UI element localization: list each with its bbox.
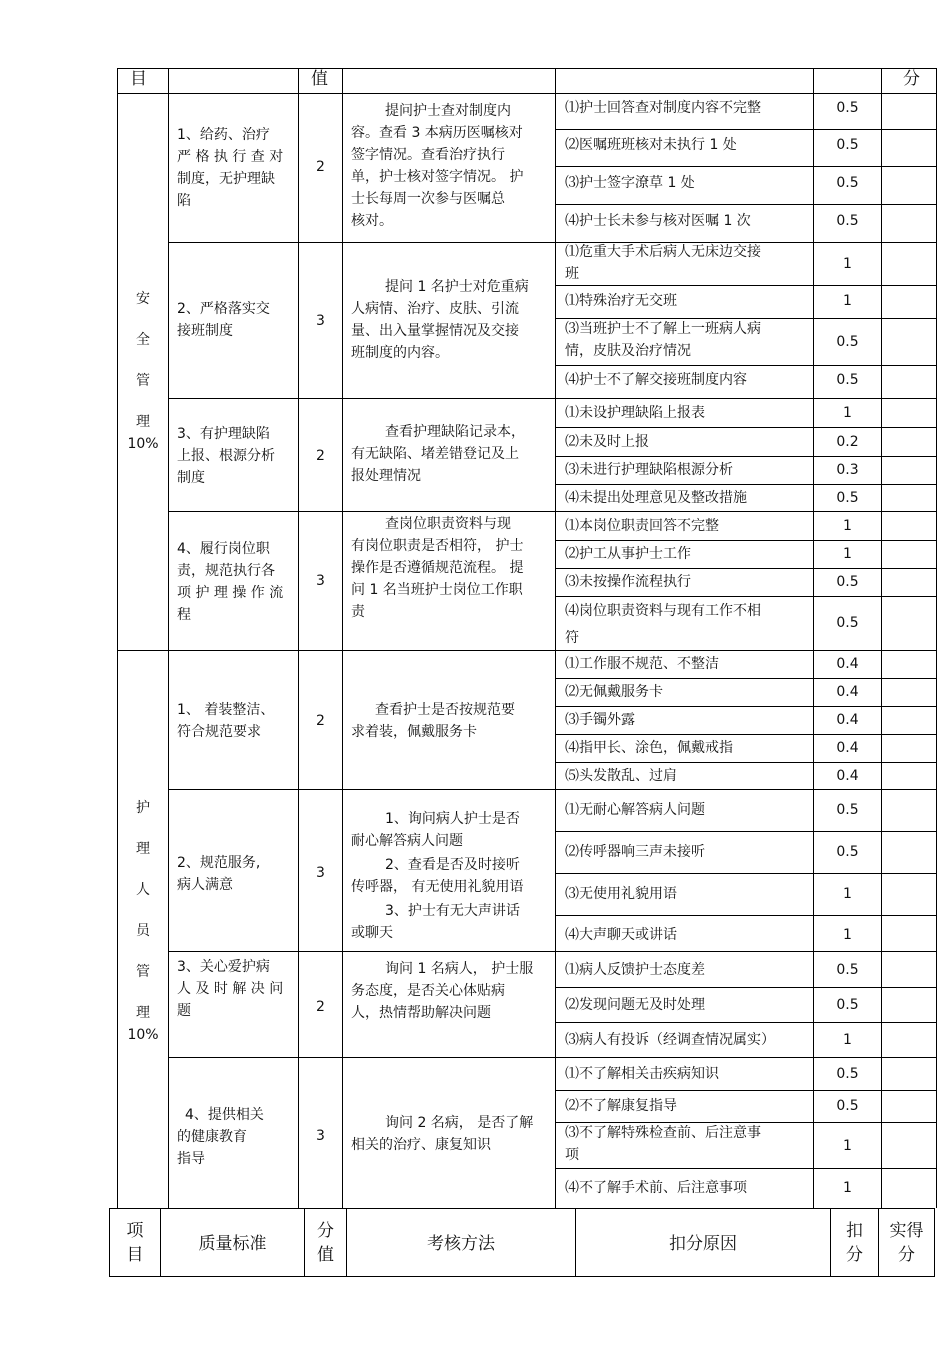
- deduction-value: 0.4: [836, 740, 859, 756]
- deduction-reason: ⑴本岗位职责回答不完整: [565, 518, 719, 534]
- sub-row-line: [555, 456, 937, 457]
- header-deduct: 扣 分: [846, 1221, 863, 1265]
- assessment-method: 询问 1 名病人， 护士服 务态度，是否关心体贴病 人，热情帮助解决问题: [351, 961, 534, 1021]
- deduction-value: 0.5: [836, 574, 859, 590]
- sub-row-line: [555, 129, 937, 130]
- deduction-value: 0.5: [836, 372, 859, 388]
- score-value: 2: [316, 713, 325, 729]
- quality-standard: 2、严格落实交 接班制度: [177, 301, 270, 339]
- deduction-reason: ⑵发现问题无及时处理: [565, 997, 705, 1013]
- sub-row-line: [555, 1168, 937, 1169]
- header-reason: 扣分原因: [669, 1234, 737, 1254]
- deduction-reason: ⑶不了解特殊检查前、后注意事 项: [565, 1125, 761, 1163]
- assessment-method: 1、询问病人护士是否 耐心解答病人问题 2、查看是否及时接听 传呼器， 有无使用礼貌用语 3、护士有无大声讲话 或聊天: [351, 811, 524, 941]
- deduction-value: 0.5: [836, 962, 859, 978]
- deduction-value: 0.4: [836, 768, 859, 784]
- sub-row-line: [555, 540, 937, 541]
- deduction-reason: ⑵不了解康复指导: [565, 1098, 677, 1114]
- item-line: [168, 789, 937, 790]
- deduction-reason: ⑷岗位职责资料与现有工作不相 符: [565, 603, 761, 646]
- deduction-value: 0.5: [836, 490, 859, 506]
- assessment-method: 查看护理缺陷记录本， 有无缺陷、堵差错登记及上 报处理情况: [351, 424, 525, 484]
- deduction-value: 1: [843, 518, 852, 534]
- quality-standard: 4、提供相关 的健康教育 指导: [177, 1107, 264, 1167]
- assessment-method: 提问护士查对制度内 容。查看 3 本病历医嘱核对 签字情况。查看治疗执行 单，护士核对签字情况。 护 士长每周一次参与医嘱总 核对。: [351, 103, 524, 229]
- deduction-value: 1: [843, 886, 852, 902]
- quality-standard: 1、 着装整洁、 符合规范要求: [177, 702, 275, 740]
- sub-row-line: [555, 365, 937, 366]
- sub-row-line: [555, 915, 937, 916]
- deduction-value: 0.5: [836, 615, 859, 631]
- deduction-value: 0.2: [836, 434, 859, 450]
- header-bottom-line: [109, 1276, 935, 1277]
- deduction-reason: ⑵医嘱班班核对未执行 1 处: [565, 137, 737, 153]
- deduction-value: 0.5: [836, 175, 859, 191]
- deduction-reason: ⑶手镯外露: [565, 712, 635, 728]
- deduction-value: 0.5: [836, 802, 859, 818]
- score-value: 2: [316, 999, 325, 1015]
- section-line: [117, 650, 937, 651]
- deduction-value: 1: [843, 1138, 852, 1154]
- deduction-value: 0.5: [836, 100, 859, 116]
- deduction-reason: ⑷护士长未参与核对医嘱 1 次: [565, 213, 751, 229]
- deduction-reason: ⑸头发散乱、过肩: [565, 768, 677, 784]
- col-line: [298, 68, 299, 1208]
- assessment-method: 提问 1 名护士对危重病 人病情、治疗、皮肤、引流 量、出入量掌握情况及交接 班制度的内容。: [351, 279, 529, 361]
- deduction-reason: ⑴护士回答查对制度内容不完整: [565, 100, 761, 116]
- item-line: [168, 511, 937, 512]
- sub-row-line: [555, 873, 937, 874]
- score-value: 3: [316, 313, 325, 329]
- sub-row-line: [555, 166, 937, 167]
- deduction-reason: ⑷护士不了解交接班制度内容: [565, 372, 747, 388]
- quality-standard: 1、给药、治疗 严 格 执 行 查 对 制度，无护理缺 陷: [177, 127, 284, 209]
- sub-row-line: [555, 427, 937, 428]
- deduction-reason: ⑶无使用礼貌用语: [565, 886, 677, 902]
- deduction-value: 1: [843, 927, 852, 943]
- deduction-value: 0.3: [836, 462, 859, 478]
- header-actual: 实得 分: [889, 1221, 924, 1265]
- deduction-reason: ⑵未及时上报: [565, 434, 649, 450]
- quality-standard: 3、有护理缺陷 上报、根源分析 制度: [177, 426, 275, 486]
- sub-row-line: [555, 285, 937, 286]
- deduction-value: 0.5: [836, 334, 859, 350]
- deduction-reason: ⑴不了解相关击疾病知识: [565, 1066, 719, 1082]
- header-score: 分 值: [317, 1221, 334, 1265]
- deduction-reason: ⑴工作服不规范、不整洁: [565, 656, 719, 672]
- sub-row-line: [555, 831, 937, 832]
- row-line: [117, 93, 937, 94]
- deduction-value: 0.5: [836, 844, 859, 860]
- row-line: [117, 68, 937, 69]
- quality-standard: 4、履行岗位职 责，规范执行各 项 护 理 操 作 流 程: [177, 541, 284, 623]
- col-line: [555, 68, 556, 1208]
- quality-standard: 2、规范服务, 病人满意: [177, 855, 261, 893]
- deduction-value: 0.4: [836, 712, 859, 728]
- col-line: [936, 68, 937, 1208]
- deduction-value: 1: [843, 1032, 852, 1048]
- top-fragment-score: 值: [311, 69, 328, 89]
- assessment-method: 询问 2 名病， 是否了解 相关的治疗、康复知识: [351, 1115, 534, 1153]
- header-item: 项 目: [126, 1221, 144, 1265]
- score-value: 3: [316, 1128, 325, 1144]
- deduction-value: 1: [843, 405, 852, 421]
- sub-row-line: [555, 204, 937, 205]
- deduction-reason: ⑴无耐心解答病人问题: [565, 802, 705, 818]
- deduction-value: 0.4: [836, 684, 859, 700]
- deduction-reason: ⑶未进行护理缺陷根源分析: [565, 462, 733, 478]
- item-line: [168, 398, 937, 399]
- score-value: 3: [316, 865, 325, 881]
- deduction-reason: ⑷不了解手术前、后注意事项: [565, 1180, 747, 1196]
- col-line: [168, 68, 169, 1208]
- item-line: [168, 242, 937, 243]
- deduction-reason: ⑴危重大手术后病人无床边交接 班: [565, 244, 761, 282]
- score-value: 3: [316, 573, 325, 589]
- header-method: 考核方法: [427, 1234, 495, 1254]
- deduction-reason: ⑶当班护士不了解上一班病人病 情，皮肤及治疗情况: [565, 321, 761, 359]
- deduction-reason: ⑴未设护理缺陷上报表: [565, 405, 705, 421]
- col-line: [881, 68, 882, 1208]
- top-fragment-item: 目: [130, 69, 147, 89]
- deduction-value: 0.5: [836, 1066, 859, 1082]
- sub-row-line: [555, 596, 937, 597]
- sub-row-line: [555, 734, 937, 735]
- assessment-method: 查看护士是否按规范要 求着装，佩戴服务卡: [351, 702, 515, 740]
- deduction-value: 0.4: [836, 656, 859, 672]
- sub-row-line: [555, 484, 937, 485]
- deduction-value: 1: [843, 293, 852, 309]
- deduction-reason: ⑶护士签字潦草 1 处: [565, 175, 695, 191]
- deduction-reason: ⑵护工从事护士工作: [565, 546, 691, 562]
- quality-standard: 3、关心爱护病 人 及 时 解 决 问 题: [177, 959, 284, 1019]
- sub-row-line: [555, 1022, 937, 1023]
- deduction-reason: ⑷大声聊天或讲话: [565, 927, 677, 943]
- sub-row-line: [555, 706, 937, 707]
- top-fragment-actual: 分: [903, 69, 920, 89]
- deduction-value: 0.5: [836, 137, 859, 153]
- deduction-reason: ⑷未提出处理意见及整改措施: [565, 490, 747, 506]
- score-value: 2: [316, 159, 325, 175]
- deduction-reason: ⑶病人有投诉（经调查情况属实）: [565, 1032, 775, 1048]
- item-line: [168, 951, 937, 952]
- score-value: 2: [316, 448, 325, 464]
- deduction-reason: ⑶未按操作流程执行: [565, 574, 691, 590]
- sub-row-line: [555, 987, 937, 988]
- deduction-reason: ⑴特殊治疗无交班: [565, 293, 677, 309]
- deduction-reason: ⑵无佩戴服务卡: [565, 684, 663, 700]
- deduction-value: 0.5: [836, 1098, 859, 1114]
- header-col-line: [934, 1208, 935, 1277]
- deduction-value: 1: [843, 546, 852, 562]
- sub-row-line: [555, 568, 937, 569]
- col-line: [342, 68, 343, 1208]
- deduction-value: 1: [843, 1180, 852, 1196]
- category-safety: 安 全 管 理 10%: [127, 291, 159, 452]
- deduction-reason: ⑷指甲长、涂色，佩戴戒指: [565, 740, 733, 756]
- deduction-value: 0.5: [836, 997, 859, 1013]
- header-standard: 质量标准: [198, 1234, 267, 1254]
- item-line: [168, 1057, 937, 1058]
- deduction-reason: ⑵传呼器响三声未接听: [565, 844, 705, 860]
- category-personnel: 护 理 人 员 管 理 10%: [127, 800, 159, 1043]
- sub-row-line: [555, 678, 937, 679]
- deduction-value: 1: [843, 256, 852, 272]
- header-top-line: [109, 1208, 935, 1209]
- deduction-value: 0.5: [836, 213, 859, 229]
- assessment-method: 查岗位职责资料与现 有岗位职责是否相符， 护士 操作是否遵循规范流程。 提 问 1 名当班护士岗位工作职 责: [351, 516, 524, 620]
- deduction-reason: ⑴病人反馈护士态度差: [565, 962, 705, 978]
- sub-row-line: [555, 1090, 937, 1091]
- sub-row-line: [555, 762, 937, 763]
